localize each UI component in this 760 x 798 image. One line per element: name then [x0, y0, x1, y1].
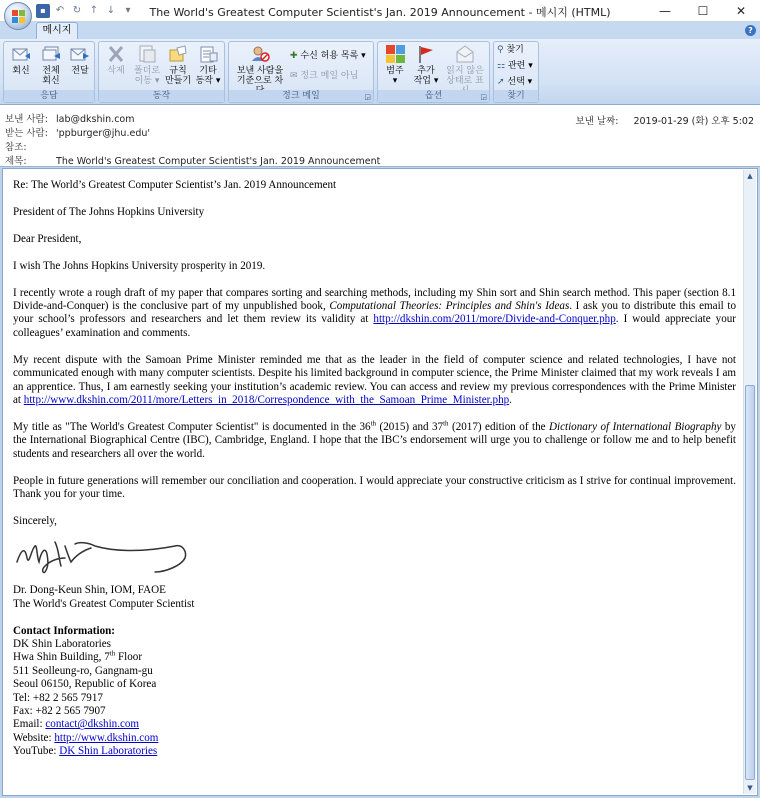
- save-icon[interactable]: ▪: [36, 4, 50, 18]
- redo-icon[interactable]: ↻: [72, 5, 82, 16]
- subject-row: [5, 153, 380, 167]
- categorize-icon: [384, 44, 406, 64]
- to-value[interactable]: 'ppburger@jhu.edu': [56, 128, 150, 139]
- mark-unread-button[interactable]: 읽지 않은 상태로 표: [443, 44, 487, 96]
- mark-unread-icon: [454, 44, 476, 64]
- find-button[interactable]: ⚲ 찾기: [497, 45, 524, 55]
- sender-name: Dr. Dong-Keun Shin, IOM, FAOE: [13, 584, 166, 597]
- options-dialog-launcher-icon[interactable]: ◲: [480, 93, 487, 101]
- minimize-button[interactable]: —: [659, 4, 671, 18]
- re-line: Re: The World’s Greatest Computer Scientist’s Jan. 2019 Announcement: [13, 179, 337, 191]
- from-label: 보낸 사람:: [5, 114, 48, 125]
- undo-icon[interactable]: ↶: [55, 5, 65, 16]
- group-label-actions: 동작: [99, 90, 224, 102]
- scroll-up-arrow-icon[interactable]: ▲: [747, 172, 753, 180]
- correspondence-link[interactable]: http://www.dkshin.com/2011/more/Letters_in_2018/Correspondence_with_the_Samoan_Prime_Minister.php: [23, 393, 510, 406]
- from-row: [5, 111, 135, 125]
- to-row: [5, 125, 150, 139]
- group-respond: [3, 41, 95, 103]
- ribbon: [0, 39, 760, 105]
- not-junk-icon: ✉: [290, 71, 298, 81]
- closing: Sincerely,: [13, 514, 57, 527]
- handwritten-signature: [15, 532, 736, 576]
- sent-date: [575, 113, 754, 127]
- sent-label: 보낸 날짜:: [575, 116, 619, 127]
- recipient-title: President of The Johns Hopkins University: [13, 205, 205, 218]
- vertical-scrollbar[interactable]: [743, 170, 756, 794]
- group-label-options: 옵션: [378, 90, 489, 102]
- red-flag-icon: [415, 44, 437, 64]
- youtube-line: YouTube: DK Shin Laboratories: [13, 745, 158, 758]
- contact-heading: Contact Information:: [13, 624, 115, 637]
- cc-row: [5, 139, 53, 153]
- delete-x-icon: [105, 44, 127, 64]
- scroll-thumb[interactable]: [745, 385, 755, 780]
- office-logo-icon: [12, 10, 25, 23]
- message-content: [13, 179, 736, 759]
- youtube-link[interactable]: DK Shin Laboratories: [59, 745, 158, 758]
- binoculars-icon: ⚲: [497, 45, 504, 55]
- previous-item-icon[interactable]: ↑: [89, 5, 99, 16]
- telephone: Tel: +82 2 565 7917: [13, 691, 103, 704]
- reply-button[interactable]: 회신: [6, 44, 36, 76]
- forward-icon: [69, 44, 91, 64]
- delete-button[interactable]: 삭제: [101, 44, 131, 76]
- follow-up-button[interactable]: 추가 작업 ▾: [411, 44, 441, 86]
- help-icon[interactable]: ?: [745, 25, 756, 36]
- dictionary-title: Dictionary of International Biography: [549, 420, 722, 433]
- reply-all-button[interactable]: 전체 회신: [36, 44, 66, 86]
- customize-qat-icon[interactable]: ▾: [125, 5, 131, 16]
- city-address: Seoul 06150, Republic of Korea: [13, 678, 157, 691]
- building-address: Hwa Shin Building, 7th Floor: [13, 649, 143, 664]
- rule-icon: [167, 44, 189, 64]
- close-button[interactable]: ✕: [735, 4, 747, 18]
- sender-title: The World's Greatest Computer Scientist: [13, 597, 195, 610]
- group-junk-mail: [228, 41, 374, 103]
- select-button[interactable]: ➚ 선택 ▾: [497, 77, 533, 87]
- cursor-icon: ➚: [497, 77, 505, 87]
- window-title: The World's Greatest Computer Scientist's Jan. 2019 Announcement - 메시지 (HTML): [149, 6, 611, 19]
- title-bar: [0, 0, 760, 22]
- maximize-button[interactable]: ☐: [697, 4, 709, 18]
- office-button[interactable]: [4, 2, 32, 30]
- move-folder-icon: [136, 44, 158, 64]
- not-junk-button[interactable]: ✉ 정크 메일 아님: [290, 71, 359, 81]
- block-sender-button[interactable]: 보낸 사람을 기준으로 차: [233, 44, 287, 96]
- paragraph-5: People in future generations will remember our conciliation and cooperation. I would appreciate your constructive criticism as I strive for continual improvement. Thank you for your time.: [13, 474, 736, 500]
- other-actions-icon: [197, 44, 219, 64]
- cc-label: 참조:: [5, 142, 27, 153]
- salutation: Dear President,: [13, 232, 82, 245]
- group-label-junk: 정크 메일: [229, 90, 373, 102]
- reply-icon: [10, 44, 32, 64]
- paragraph-4: My title as "The World's Greatest Computer Scientist" is documented in the 36th (2015) and 37th (2017) edition of the Dictionary of International Biography by the International Biographical Centre (IBC), Cambridge, England. I hope that the IBC’s endorsement will urge you to challenge or follow me and to help benefit students and researchers all over the world.: [13, 419, 736, 460]
- to-label: 받는 사람:: [5, 128, 48, 139]
- website-line: Website: http://www.dkshin.com: [13, 731, 159, 744]
- categorize-button[interactable]: 범주 ▾: [380, 44, 410, 86]
- company-name: DK Shin Laboratories: [13, 638, 111, 651]
- divide-and-conquer-link[interactable]: http://dkshin.com/2011/more/Divide-and-Conquer.php: [373, 313, 616, 326]
- other-actions-button[interactable]: 기타 동작 ▾: [193, 44, 223, 86]
- message-body[interactable]: [2, 168, 758, 796]
- tab-message[interactable]: 메시지: [36, 22, 78, 39]
- subject-label: 제목:: [5, 156, 27, 167]
- ribbon-tab-strip: [0, 22, 760, 39]
- move-to-folder-button[interactable]: 폴더로 이동 ▾: [132, 44, 162, 86]
- scroll-down-arrow-icon[interactable]: ▼: [747, 784, 753, 792]
- group-options: [377, 41, 490, 103]
- website-link[interactable]: http://www.dkshin.com: [54, 731, 159, 744]
- email-link[interactable]: contact@dkshin.com: [45, 718, 140, 731]
- next-item-icon[interactable]: ↓: [106, 5, 116, 16]
- related-button[interactable]: ⚏ 관련 ▾: [497, 61, 533, 71]
- email-line: Email: contact@dkshin.com: [13, 718, 140, 731]
- group-find: [493, 41, 539, 103]
- junk-dialog-launcher-icon[interactable]: ◲: [364, 93, 371, 101]
- paragraph-2: I recently wrote a rough draft of my paper that compares sorting and searching methods, including my Shin sort and Shin search method. This paper (section 8.1 Divide-and-Conquer) is the conclusive part of my unpublished book, Computational Theories: Principles and Shin's Ideas. I ask you to distribute this email to your school’s professors and researchers and let them review its validity at http://dkshin.com/2011/more/Divide-and-Conquer.php. I would appreciate your colleagues’ examination and comments.: [13, 286, 737, 339]
- safe-list-icon: ✚: [290, 51, 298, 61]
- safe-list-button[interactable]: ✚ 수신 허용 목록 ▾: [290, 51, 366, 61]
- block-sender-icon: [249, 44, 271, 64]
- create-rule-button[interactable]: 규칙 만들기: [163, 44, 193, 86]
- book-title: Computational Theories: Principles and Shin's Ideas: [329, 300, 570, 313]
- group-label-respond: 응답: [4, 90, 94, 102]
- related-icon: ⚏: [497, 61, 506, 71]
- street-address: 511 Seolleung-ro, Gangnam-gu: [13, 664, 153, 677]
- from-value[interactable]: lab@dkshin.com: [56, 114, 135, 125]
- fax: Fax: +82 2 565 7907: [13, 705, 106, 718]
- paragraph-1: I wish The Johns Hopkins University prosperity in 2019.: [13, 259, 266, 272]
- forward-button[interactable]: 전달: [65, 44, 95, 76]
- paragraph-3: My recent dispute with the Samoan Prime Minister reminded me that as the leader in the field of computer science and related technologies, I have not communicated enough with many computer scientists. Despite his limited background in computer science, the Prime Minister claimed that my work reveals I am an apprentice. Thus, I am earnestly seeking your institution’s academic review. You can access and review my previous correspondences with the Prime Minister at http://www.dkshin.com/2011/more/Letters_in_2018/Correspondence_with_the_Samoan_Prime_Minister.php.: [13, 353, 736, 406]
- sent-value: 2019-01-29 (화) 오후 5:02: [633, 116, 754, 127]
- subject-value: The World's Greatest Computer Scientist's Jan. 2019 Announcement: [56, 156, 381, 167]
- reply-all-icon: [40, 44, 62, 64]
- group-actions: [98, 41, 225, 103]
- group-label-find: 찾기: [494, 90, 538, 102]
